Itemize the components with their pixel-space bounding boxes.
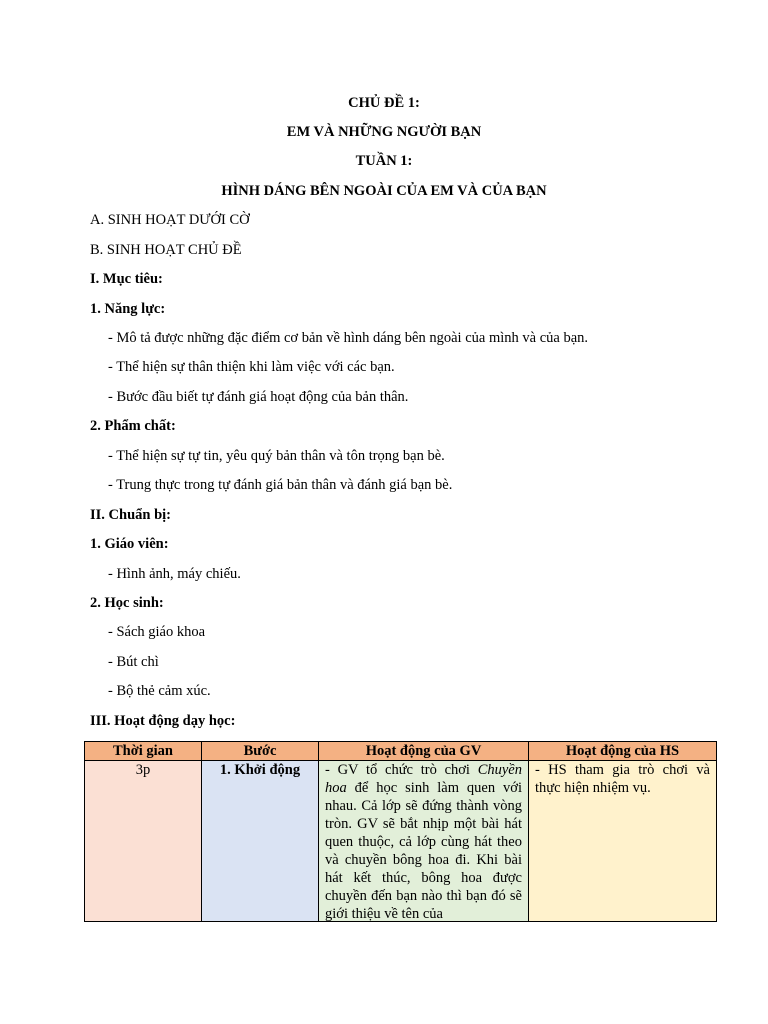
activities-title: III. Hoạt động dạy học: — [90, 713, 236, 729]
quality-title: 2. Phẩm chất: — [90, 418, 176, 434]
topic-heading: CHỦ ĐỀ 1: — [348, 95, 420, 111]
lesson-title: HÌNH DÁNG BÊN NGOÀI CỦA EM VÀ CỦA BẠN — [221, 183, 547, 199]
topic-name-heading: EM VÀ NHỮNG NGƯỜI BẠN — [286, 124, 482, 140]
week-heading: TUẦN 1: — [355, 153, 413, 169]
cell-student-activity: - HS tham gia trò chơi và thực hiện nhiệm vụ. — [529, 761, 717, 922]
cell-time: 3p — [85, 761, 202, 922]
cell-step: 1. Khởi động — [202, 761, 319, 922]
header-step: Bước — [202, 742, 319, 761]
preparation-title: II. Chuẩn bị: — [90, 507, 171, 523]
teacher-item: - Hình ảnh, máy chiếu. — [108, 566, 241, 582]
student-title: 2. Học sinh: — [90, 595, 164, 611]
competence-item: - Thể hiện sự thân thiện khi làm việc với các bạn. — [108, 359, 395, 375]
cell-teacher-activity — [319, 761, 529, 922]
section-b: B. SINH HOẠT CHỦ ĐỀ — [90, 242, 242, 258]
header-teacher-activity: Hoạt động của GV — [319, 742, 529, 761]
competence-title: 1. Năng lực: — [90, 301, 166, 317]
competence-item: - Bước đầu biết tự đánh giá hoạt động của bản thân. — [108, 389, 409, 405]
table-row — [85, 761, 717, 922]
game-name: Chuyền hoa — [325, 762, 522, 796]
lesson-plan-table — [84, 741, 717, 922]
student-item: - Sách giáo khoa — [108, 624, 206, 640]
header-student-activity: Hoạt động của HS — [529, 742, 717, 761]
objectives-title: I. Mục tiêu: — [90, 271, 163, 287]
student-item: - Bút chì — [108, 654, 159, 670]
header-time: Thời gian — [85, 742, 202, 761]
section-a: A. SINH HOẠT DƯỚI CỜ — [90, 212, 250, 228]
teacher-activity-rest: để học sinh làm quen với nhau. Cả lớp sẽ đứng thành vòng tròn. GV sẽ bắt nhịp một bài hát quen thuộc, cả lớp cùng hát theo và chuyền bông hoa đi. Khi bài hát kết thúc, bông hoa được chuyền đến bạn nào thì bạn đó sẽ giới thiệu về tên của — [325, 780, 522, 921]
teacher-activity-prefix: - GV tổ chức trò chơi — [325, 762, 478, 778]
teacher-title: 1. Giáo viên: — [90, 536, 169, 552]
quality-item: - Thể hiện sự tự tin, yêu quý bản thân và tôn trọng bạn bè. — [108, 448, 445, 464]
table-header-row — [85, 742, 717, 761]
student-item: - Bộ thẻ cảm xúc. — [108, 683, 211, 699]
competence-item: - Mô tả được những đặc điểm cơ bản về hình dáng bên ngoài của mình và của bạn. — [108, 330, 589, 346]
quality-item: - Trung thực trong tự đánh giá bản thân và đánh giá bạn bè. — [108, 477, 453, 493]
